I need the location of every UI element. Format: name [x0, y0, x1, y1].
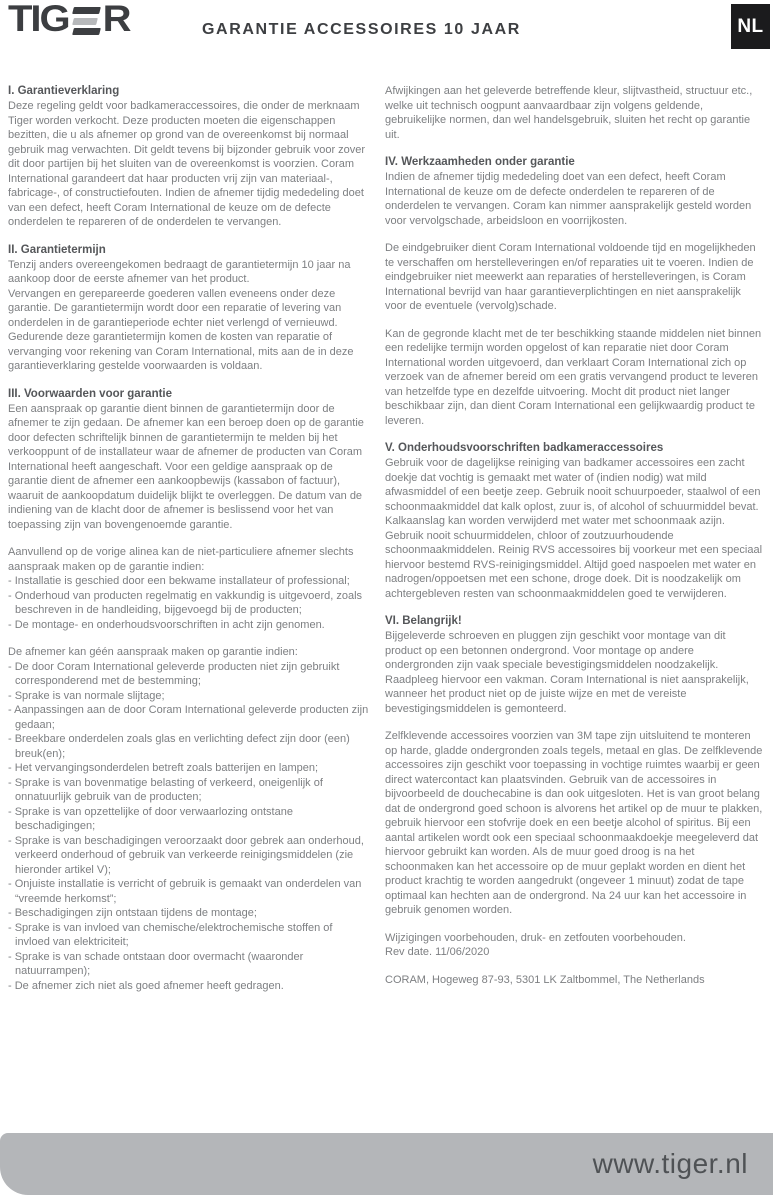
- list-item: - Onjuiste installatie is verricht of gebruik is gemaakt van onderdelen van “vreemde herkomst”;: [8, 878, 362, 905]
- footer-bar: [0, 1133, 773, 1195]
- list-item: - Het vervangingsonderdelen betreft zoals batterijen en lampen;: [8, 762, 319, 774]
- list-item: - Breekbare onderdelen zoals glas en verlichting defect zijn door (een) breuk(en);: [8, 733, 350, 760]
- section-heading-iv: IV. Werkzaamheden onder garantie: [385, 156, 575, 168]
- list-item: - Aanpassingen aan de door Coram International geleverde producten zijn gedaan;: [8, 704, 369, 731]
- list-item: - Sprake is van schade ontstaan door overmacht (waaronder natuurrampen);: [8, 950, 304, 977]
- paragraph-werkzaamheden-2: De eindgebruiker dient Coram International voldoende tijd en mogelijkheden te verschaffen om herstelleveringen en/of reparaties uit te voeren. Indien de eindgebruiker niet meewerkt aan reparaties of herstelleveringen, is Coram International bevrijd van haar garantieverplichtingen en niet aansprakelijk voor de eventuele (vervolg)schade.: [385, 242, 756, 312]
- section-heading-vi: VI. Belangrijk!: [385, 615, 462, 627]
- list-item: - De afnemer zich niet als goed afnemer heeft gedragen.: [8, 979, 284, 992]
- list-item: - De montage- en onderhoudsvoorschriften in acht zijn genomen.: [8, 618, 325, 631]
- logo-e-bars-icon: [73, 7, 100, 35]
- paragraph-garantietermijn-1: Tenzij anders overeengekomen bedraagt de garantietermijn 10 jaar na aankoop door de eerste afnemer van het product.: [8, 258, 351, 285]
- list-item: - Sprake is van bovenmatige belasting of verkeerd, oneigenlijk of onnatuurlijk gebruik van de producten;: [8, 776, 323, 803]
- column-right: [385, 84, 765, 993]
- tiger-logo: [8, 0, 130, 40]
- list-item: - Sprake is van beschadigingen veroorzaakt door gebrek aan onderhoud, verkeerd onderhoud of gebruik van verkeerde reinigingsmiddelen (zie hieronder artikel V);: [8, 834, 364, 876]
- logo-text-r: R: [102, 0, 130, 40]
- logo-text-tig: TIG: [8, 0, 69, 40]
- section-heading-ii: II. Garantietermijn: [8, 243, 106, 256]
- section-heading-i: I. Garantieverklaring: [8, 85, 120, 97]
- revision-notes: [385, 931, 765, 960]
- paragraph-garantieverklaring: Deze regeling geldt voor badkameraccessoires, die onder de merknaam Tiger worden verkocht. Deze producten moeten die eigenschappen bezitten, die u als afnemer op grond van de overeenkomst bij normaal gebruik mag verwachten. Dit geldt tevens bij bijzonder gebruik voor zover dit door partijen bij het sluiten van de overeenkomst is voorzien. Coram International garandeert dat haar producten vrij zijn van materiaal-, fabricage-, of constructiefouten. Indien de afnemer tijdig mededeling doet van een defect, heeft Coram International de keuze om de defecte onderdelen te repareren of de onderdelen te vervangen.: [8, 100, 366, 228]
- paragraph-voorwaarden: Een aanspraak op garantie dient binnen de garantietermijn door de afnemer te zijn gedaan. De afnemer kan een beroep doen op de garantie door defecten schriftelijk binnen de garantietermijn te melden bij het verkooppunt of de installateur waar de afnemer de producten van Coram International heeft aangeschaft. Voor een geldige aanspraak op de garantie dient de afnemer een aankoopbewijs (kassabon of factuur), waaruit de aankoopdatum duidelijk blijkt te overleggen. De datum van de indiening van de klacht door de afnemer is beslissend voor het van toepassing zijn van bovengenoemde garantie.: [8, 402, 364, 531]
- list-item: - De door Coram International geleverde producten niet zijn gebruikt corresponderend met de bestemming;: [8, 660, 340, 687]
- paragraph-belangrijk-1: Bijgeleverde schroeven en pluggen zijn geschikt voor montage van dit product op een betonnen ondergrond. Voor montage op andere ondergronden zijn vaak speciale bevestigingsmiddelen noodzakelijk. Raadpleeg hiervoor een vakman. Coram International is niet aansprakelijk, wanneer het product niet op de juiste wijze en met de vereiste bevestigingsmiddelen is gemonteerd.: [385, 630, 749, 715]
- paragraph-werkzaamheden-3: Kan de gegronde klacht met de ter beschikking staande middelen niet binnen een redelijke termijn worden opgelost of kan reparatie niet door Coram International worden uitgevoerd, dan verklaart Coram International zich op verzoek van de afnemer bereid om een gratis vervangend product te leveren van hetzelfde type en dezelfde uitvoering. Mocht dit product niet langer beschikbaar zijn, dan dient Coram International een gelijkwaardig product te leveren.: [385, 327, 762, 427]
- page-title: GARANTIE ACCESSOIRES 10 JAAR: [202, 21, 521, 38]
- list-item: - Sprake is van invloed van chemische/elektrochemische stoffen of invloed van elektriciteit;: [8, 921, 333, 948]
- section-heading-iii: III. Voorwaarden voor garantie: [8, 387, 173, 400]
- list-item: - Onderhoud van producten regelmatig en vakkundig is uitgevoerd, zoals beschreven in de handleiding, bijgevoegd bij de producten;: [8, 589, 363, 616]
- paragraph-garantietermijn-2: Vervangen en gerepareerde goederen vallen eveneens onder deze garantie. De garantietermijn wordt door een reparatie of levering van onderdelen in de garantieperiode echter niet verlengd of vernieuwd.: [8, 287, 342, 329]
- paragraph-garantietermijn-3: Gedurende deze garantietermijn komen de kosten van reparatie of vervanging voor rekening van Coram International, mits aan de in deze garantieverklaring gestelde voorwaarden is voldaan.: [8, 331, 354, 372]
- paragraph-aanvullend-intro: Aanvullend op de vorige alinea kan de niet-particuliere afnemer slechts aanspraak maken op de garantie indien:: [8, 546, 354, 573]
- document-body: [8, 84, 765, 993]
- column-left: [8, 84, 370, 993]
- paragraph-onderhoudsvoorschriften: Gebruik voor de dagelijkse reiniging van badkamer accessoires een zacht doekje dat vochtig is gemaakt met water of (indien nodig) wat mild afwasmiddel of een beetje zeep. Gebruik nooit schuurpoeder, staalwol of een schoonmaakmiddel dat kalk oplost, zuur is, of alcohol of schuurmiddel bevat. Kalkaanslag kan worden verwijderd met water met schoonmaak azijn. Gebruik nooit schuurmiddelen, chloor of zoutzuurhoudende schoonmaakmiddelen. Reinig RVS accessoires bij voorkeur met een speciaal hiervoor bestemd RVS-reinigingsmiddel. Altijd goed naspoelen met water en nadrogen/oppoetsen met een schone, droge doek. Dit is noodzakelijk om achtergebleven resten van schoonmaakmiddelen goed te verwijderen.: [385, 457, 763, 600]
- logo-e-bar-top: [72, 7, 101, 14]
- logo-e-bar-middle: [72, 18, 97, 25]
- list-item: - Installatie is geschied door een bekwame installateur of professional;: [8, 575, 350, 587]
- company-address: CORAM, Hogeweg 87-93, 5301 LK Zaltbommel, The Netherlands: [385, 973, 705, 986]
- note-changes-reserved: Wijzigingen voorbehouden, druk- en zetfouten voorbehouden.: [385, 931, 686, 944]
- conditions-list: [8, 574, 370, 632]
- paragraph-belangrijk-2: Zelfklevende accessoires voorzien van 3M tape zijn uitsluitend te monteren op harde, gladde ondergronden zoals tegels, metaal en glas. De zelfklevende accessoires zijn geschikt voor toepassing in vochtige ruimtes waarbij er geen direct watercontact kan plaatsvinden. Gebruik van de accessoires in bijvoorbeeld de douchecabine is dan ook uitgesloten. Het is van groot belang dat de ondergrond goed schoon is alvorens het artikel op de muur te plakken, gebruik hiervoor een stofvrije doek en een beetje alcohol of spiritus. Bij een aantal artikelen wordt ook een speciaal schoonmaakdoekje meegeleverd dat hiervoor gebruikt kan worden. Als de muur goed droog is na het schoonmaken kan het accessoire op de muur geplakt worden en dient het product krachtig te worden aangedrukt (ongeveer 1 minuut) zodat de tape optimaal kan hechten aan de ondergrond. Na 24 uur kan het accessoire in gebruik genomen worden.: [385, 730, 763, 916]
- website-link[interactable]: www.tiger.nl: [592, 1148, 748, 1179]
- list-item: - Beschadigingen zijn ontstaan tijdens de montage;: [8, 907, 257, 919]
- note-rev-date: Rev date. 11/06/2020: [385, 946, 490, 958]
- paragraph-geen-aanspraak-intro: De afnemer kan géén aanspraak maken op garantie indien:: [8, 646, 298, 658]
- list-item: - Sprake is van opzettelijke of door verwaarlozing ontstane beschadigingen;: [8, 805, 293, 832]
- list-item: - Sprake is van normale slijtage;: [8, 689, 165, 702]
- paragraph-werkzaamheden-1: Indien de afnemer tijdig mededeling doet van een defect, heeft Coram International de keuze om de defecte onderdelen te repareren of de onderdelen te vervangen. Coram kan nimmer aansprakelijk gesteld worden voor vervolgschade, arbeidsloon en voorrijkosten.: [385, 171, 752, 227]
- section-heading-v: V. Onderhoudsvoorschriften badkameraccessoires: [385, 442, 664, 454]
- logo-e-bar-bottom: [72, 28, 101, 35]
- paragraph-afwijkingen: Afwijkingen aan het geleverde betreffende kleur, slijtvastheid, structuur etc., welke uit technisch oogpunt aanvaardbaar zijn volgens geldende, gebruikelijke normen, dan wel handelsgebruik, sluiten het recht op garantie uit.: [385, 85, 753, 141]
- language-badge: NL: [731, 4, 770, 49]
- exclusions-list: [8, 660, 370, 994]
- document-header: [0, 0, 773, 84]
